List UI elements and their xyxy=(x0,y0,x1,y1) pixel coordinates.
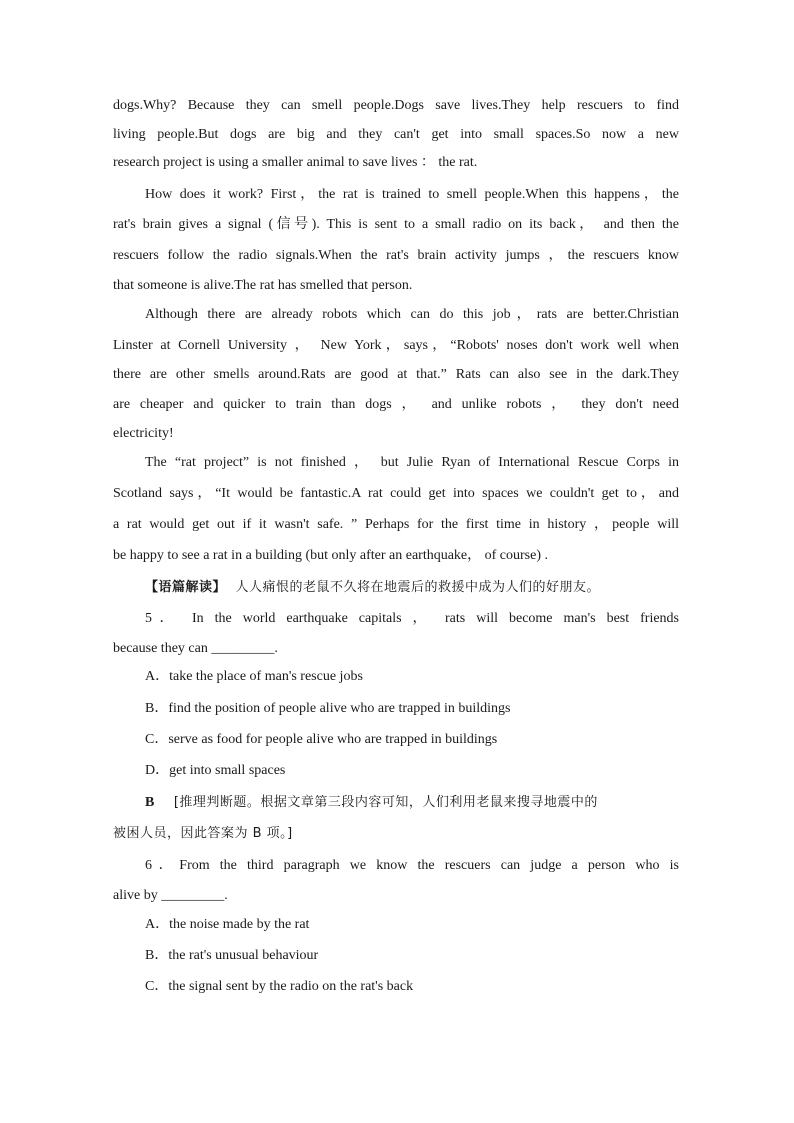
passage-line: there are other smells around.Rats are good at that.” Rats can also see in the dark.They xyxy=(113,367,679,382)
passage-line: dogs.Why? Because they can smell people.Dogs save lives.They help rescuers to find xyxy=(113,98,679,113)
question-5-option-b: B．find the position of people alive who are trapped in buildings xyxy=(145,701,511,716)
passage-line: that someone is alive.The rat has smelled that person. xyxy=(113,278,413,293)
passage-line: be happy to see a rat in a building (but only after an earthquake， of course) . xyxy=(113,548,549,563)
passage-line: are cheaper and quicker to train than dogs ， and unlike robots ， they don't need xyxy=(113,397,679,412)
passage-line: Linster at Cornell University ， New York，says，“Robots' noses don't work well when xyxy=(113,338,679,353)
passage-line: electricity! xyxy=(113,426,174,441)
question-6-stem-cont: alive by _________. xyxy=(113,888,228,903)
passage-line: The “rat project” is not finished ， but Julie Ryan of International Rescue Corps in xyxy=(145,455,679,470)
passage-line: Scotland says，“It would be fantastic.A rat could get into spaces we couldn't get to，and xyxy=(113,486,679,501)
answer-letter: B xyxy=(145,795,155,810)
question-5-option-d: D．get into small spaces xyxy=(145,763,286,778)
passage-line: living people.But dogs are big and they can't get into small spaces.So now a new xyxy=(113,127,679,142)
question-6-option-a: A．the noise made by the rat xyxy=(145,917,310,932)
answer-explanation-cont: 被困人员，因此答案为 B 项。] xyxy=(113,826,293,841)
passage-line: How does it work? First，the rat is trained to smell people.When this happens，the xyxy=(145,187,679,202)
reading-analysis xyxy=(145,579,679,597)
question-5-option-a: A．take the place of man's rescue jobs xyxy=(145,669,363,684)
question-5-option-c: C．serve as food for people alive who are trapped in buildings xyxy=(145,732,498,747)
question-5-stem: 5． In the world earthquake capitals ， rats will become man's best friends xyxy=(145,611,679,626)
question-6-option-c: C．the signal sent by the radio on the rat's back xyxy=(145,979,414,994)
question-5-answer xyxy=(145,794,679,812)
reading-analysis-text: 人人痛恨的老鼠不久将在地震后的救援中成为人们的好朋友。 xyxy=(235,580,601,595)
passage-line: rat's brain gives a signal (信号). This is sent to a small radio on its back， and then the xyxy=(113,217,679,232)
question-6-option-b: B．the rat's unusual behaviour xyxy=(145,948,319,963)
passage-line: a rat would get out if it wasn't safe. ” Perhaps for the first time in history ，people will xyxy=(113,517,679,532)
passage-line: Although there are already robots which can do this job，rats are better.Christian xyxy=(145,307,679,322)
reading-analysis-label: 【语篇解读】 xyxy=(145,580,227,595)
question-6-stem: 6．From the third paragraph we know the rescuers can judge a person who is xyxy=(145,858,679,873)
answer-explanation: [推理判断题。根据文章第三段内容可知，人们利用老鼠来搜寻地震中的 xyxy=(173,795,598,810)
question-5-stem-cont: because they can _________. xyxy=(113,641,278,656)
passage-line: research project is using a smaller animal to save lives ： the rat. xyxy=(113,155,478,170)
passage-line: rescuers follow the radio signals.When the rat's brain activity jumps ，the rescuers know xyxy=(113,248,679,263)
